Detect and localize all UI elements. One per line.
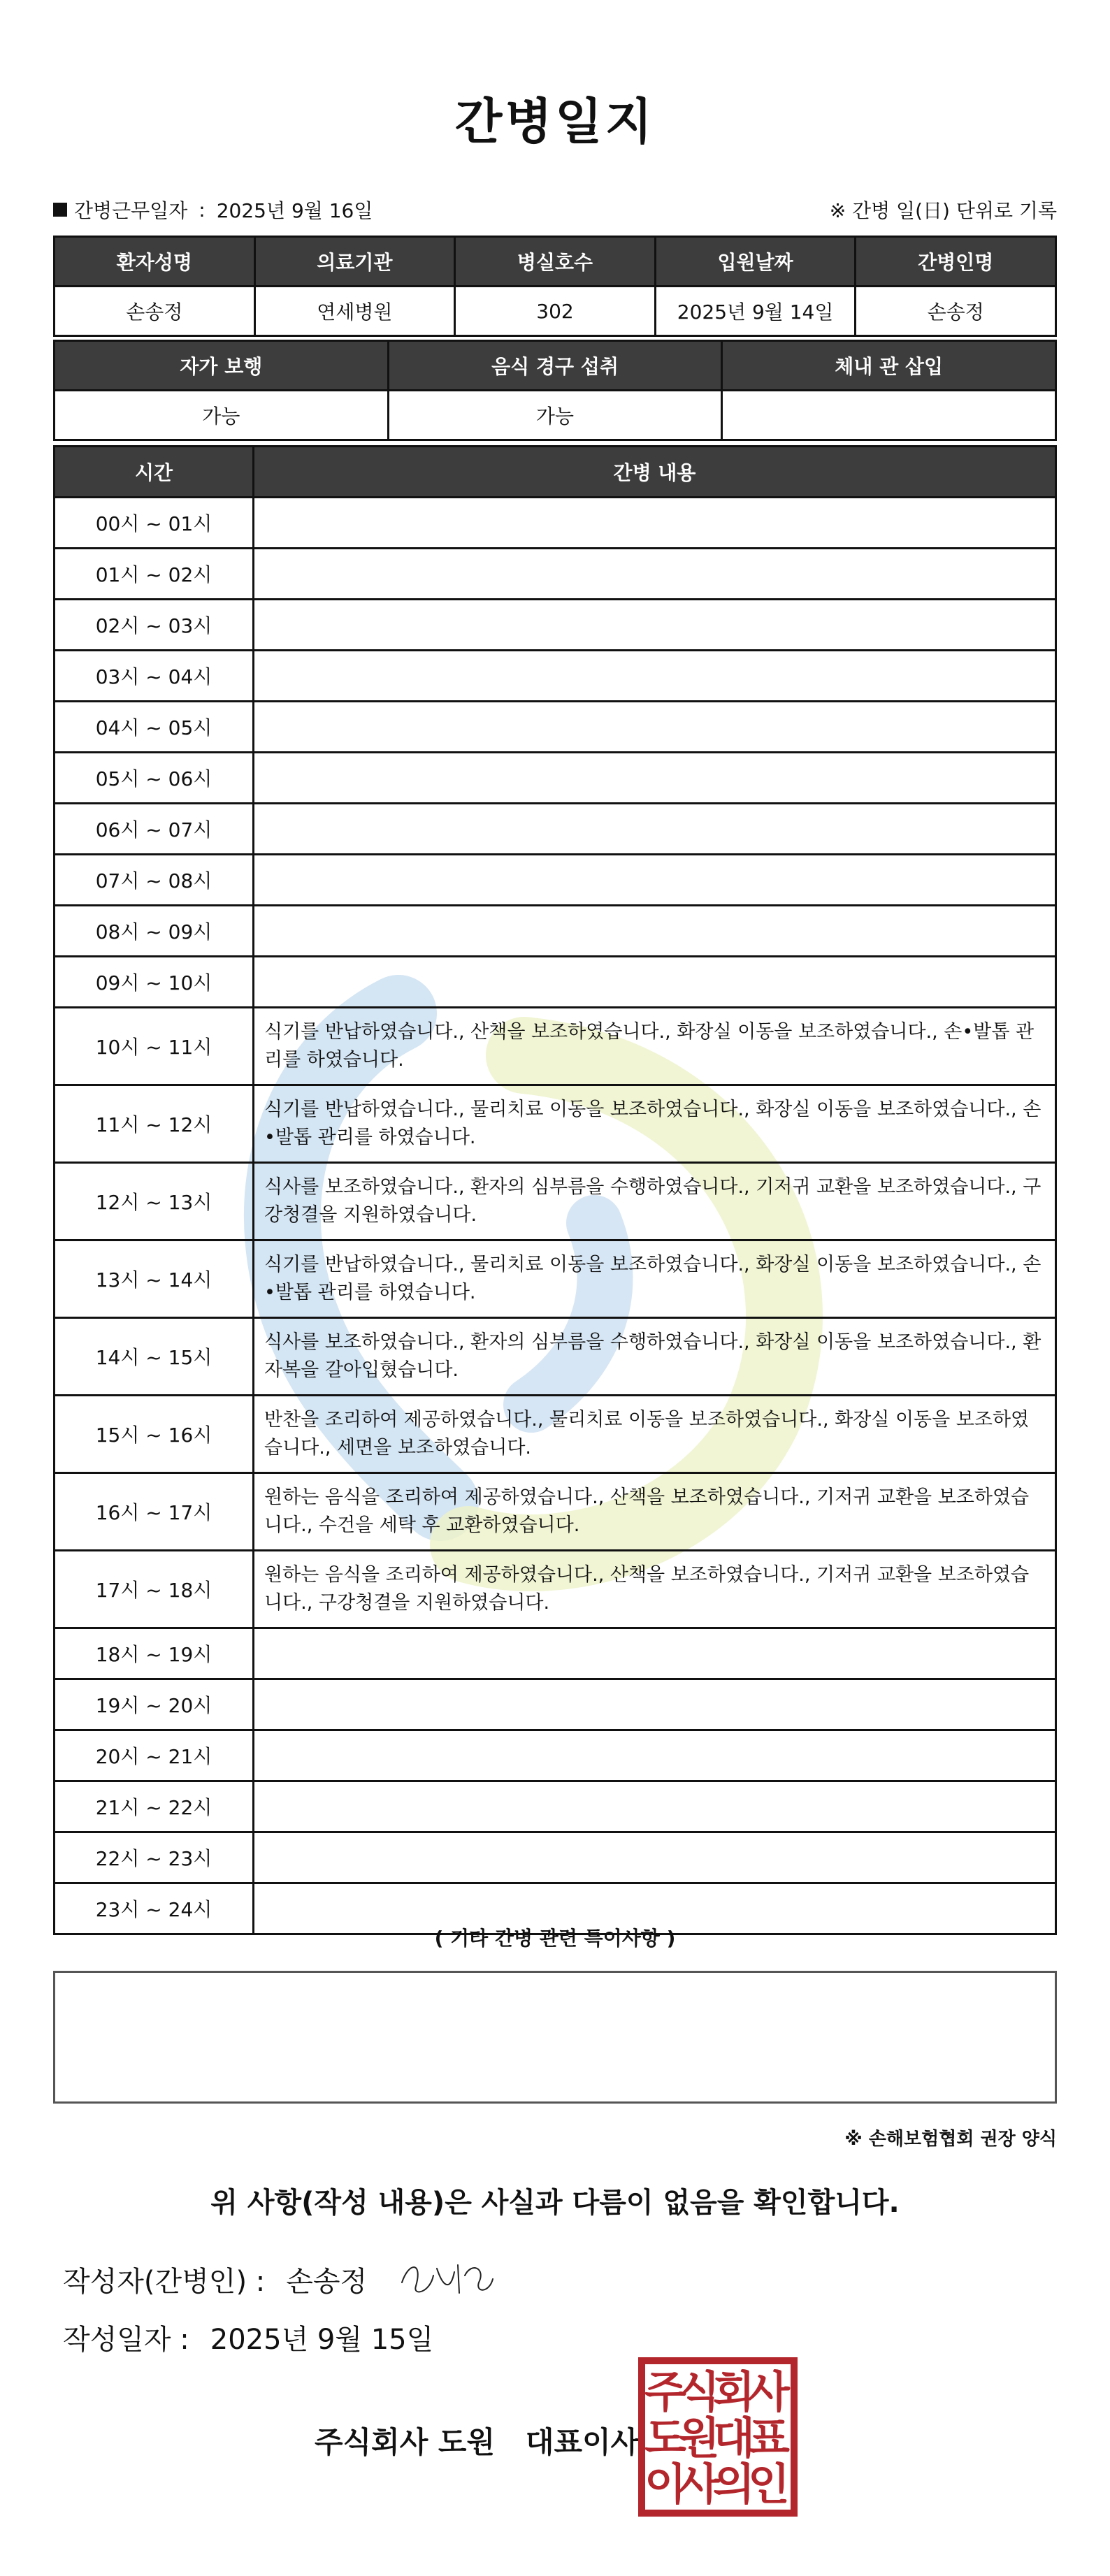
- svg-text:주: 주: [644, 2366, 686, 2417]
- value-admission-date: 2025년 9월 14일: [655, 287, 856, 336]
- table-row: [55, 1473, 1056, 1551]
- value-patient-name: 손송정: [55, 287, 255, 336]
- care-content-cell: 원하는 음식을 조리하여 제공하였습니다., 산책을 보조하였습니다., 기저귀 교환을 보조하였습니다., 구강청결을 지원하였습니다.: [254, 1551, 1056, 1628]
- care-content-cell: [254, 600, 1056, 651]
- care-content-cell: [254, 1628, 1056, 1679]
- svg-text:사: 사: [748, 2366, 790, 2417]
- header-room: 병실호수: [455, 237, 656, 287]
- table-row: [55, 1396, 1056, 1473]
- time-cell: 13시 ~ 14시: [55, 1240, 254, 1318]
- care-content-cell: [254, 804, 1056, 855]
- table-row: [55, 287, 1056, 336]
- table-row: [55, 549, 1056, 600]
- time-cell: 10시 ~ 11시: [55, 1008, 254, 1085]
- date-row: [63, 2317, 433, 2357]
- author-row: [63, 2255, 500, 2303]
- time-cell: 03시 ~ 04시: [55, 651, 254, 702]
- svg-text:의: 의: [713, 2459, 755, 2510]
- time-cell: 06시 ~ 07시: [55, 804, 254, 855]
- value-room: 302: [455, 287, 656, 336]
- time-cell: 21시 ~ 22시: [55, 1781, 254, 1832]
- signature-image: [395, 2255, 500, 2303]
- time-cell: 18시 ~ 19시: [55, 1628, 254, 1679]
- svg-text:식: 식: [678, 2366, 720, 2417]
- svg-text:사: 사: [678, 2459, 720, 2510]
- table-row: [55, 1163, 1056, 1240]
- time-cell: 00시 ~ 01시: [55, 498, 254, 549]
- svg-text:표: 표: [748, 2412, 790, 2463]
- care-content-cell: [254, 702, 1056, 753]
- date-value: 2025년 9월 15일: [210, 2324, 434, 2356]
- patient-info-table: [53, 236, 1057, 337]
- care-content-cell: [254, 1781, 1056, 1832]
- header-care-content: 간병 내용: [254, 447, 1056, 498]
- care-content-cell: [254, 855, 1056, 906]
- table-row: [55, 1008, 1056, 1085]
- table-row: [55, 1832, 1056, 1883]
- patient-status-table: [53, 340, 1057, 441]
- table-row: [55, 957, 1056, 1008]
- time-cell: 20시 ~ 21시: [55, 1730, 254, 1781]
- time-cell: 16시 ~ 17시: [55, 1473, 254, 1551]
- table-row: [55, 600, 1056, 651]
- care-content-cell: [254, 498, 1056, 549]
- care-content-cell: [254, 906, 1056, 957]
- table-header-row: [55, 447, 1056, 498]
- header-patient-name: 환자성명: [55, 237, 255, 287]
- table-header-row: [55, 341, 1056, 391]
- header-tube: 체내 관 삽입: [722, 341, 1056, 391]
- square-bullet-icon: [53, 203, 67, 217]
- table-row: [55, 498, 1056, 549]
- table-row: [55, 1551, 1056, 1628]
- table-row: [55, 391, 1056, 440]
- svg-text:대: 대: [713, 2412, 755, 2463]
- care-content-cell: 반찬을 조리하여 제공하였습니다., 물리치료 이동을 보조하였습니다., 화장실 이동을 보조하였습니다., 세면을 보조하였습니다.: [254, 1396, 1056, 1473]
- svg-text:이: 이: [644, 2459, 686, 2510]
- time-cell: 22시 ~ 23시: [55, 1832, 254, 1883]
- table-row: [55, 702, 1056, 753]
- table-row: [55, 1679, 1056, 1730]
- work-date: [53, 196, 373, 224]
- work-date-value: 2025년 9월 16일: [216, 199, 373, 222]
- time-cell: 23시 ~ 24시: [55, 1883, 254, 1934]
- time-cell: 09시 ~ 10시: [55, 957, 254, 1008]
- care-content-cell: [254, 1679, 1056, 1730]
- confirm-statement: 위 사항(작성 내용)은 사실과 다름이 없음을 확인합니다.: [210, 2187, 900, 2219]
- value-tube: [722, 391, 1056, 440]
- header-hospital: 의료기관: [254, 237, 455, 287]
- care-content-cell: [254, 549, 1056, 600]
- header-time: 시간: [55, 447, 254, 498]
- care-content-cell: [254, 753, 1056, 804]
- care-content-cell: 식기를 반납하였습니다., 물리치료 이동을 보조하였습니다., 화장실 이동을 보조하였습니다., 손•발톱 관리를 하였습니다.: [254, 1240, 1056, 1318]
- work-date-label: 간병근무일자: [74, 199, 188, 222]
- time-cell: 15시 ~ 16시: [55, 1396, 254, 1473]
- table-row: [55, 1628, 1056, 1679]
- value-oral-intake: 가능: [388, 391, 722, 440]
- table-row: [55, 651, 1056, 702]
- header-caregiver: 간병인명: [856, 237, 1056, 287]
- care-content-cell: 식사를 보조하였습니다., 환자의 심부름을 수행하였습니다., 기저귀 교환을 보조하였습니다., 구강청결을 지원하였습니다.: [254, 1163, 1056, 1240]
- table-row: [55, 1730, 1056, 1781]
- author-name: 손송정: [286, 2265, 368, 2298]
- time-cell: 19시 ~ 20시: [55, 1679, 254, 1730]
- company-seal: [637, 2357, 798, 2517]
- table-row: [55, 855, 1056, 906]
- table-row: [55, 1318, 1056, 1396]
- recommend-note: ※ 손해보험협회 권장 양식: [844, 2129, 1057, 2150]
- time-cell: 17시 ~ 18시: [55, 1551, 254, 1628]
- value-walking: 가능: [55, 391, 389, 440]
- time-cell: 02시 ~ 03시: [55, 600, 254, 651]
- page-title: 간병일지: [454, 93, 656, 150]
- svg-text:회: 회: [713, 2366, 755, 2417]
- table-row: [55, 804, 1056, 855]
- table-row: [55, 906, 1056, 957]
- notes-title: ( 기타 간병 관련 특이사항 ): [434, 1927, 676, 1950]
- date-label: 작성일자 :: [63, 2324, 189, 2356]
- work-date-separator: :: [199, 198, 206, 222]
- care-log-table: [53, 445, 1057, 1935]
- time-cell: 08시 ~ 09시: [55, 906, 254, 957]
- svg-text:인: 인: [748, 2459, 790, 2510]
- time-cell: 12시 ~ 13시: [55, 1163, 254, 1240]
- notes-box: [53, 1971, 1057, 2104]
- care-content-cell: [254, 1730, 1056, 1781]
- time-cell: 11시 ~ 12시: [55, 1085, 254, 1163]
- time-cell: 05시 ~ 06시: [55, 753, 254, 804]
- table-row: [55, 1240, 1056, 1318]
- header-oral-intake: 음식 경구 섭취: [388, 341, 722, 391]
- value-caregiver: 손송정: [856, 287, 1056, 336]
- time-cell: 07시 ~ 08시: [55, 855, 254, 906]
- header-admission-date: 입원날짜: [655, 237, 856, 287]
- time-cell: 04시 ~ 05시: [55, 702, 254, 753]
- care-content-cell: [254, 651, 1056, 702]
- time-cell: 01시 ~ 02시: [55, 549, 254, 600]
- table-row: [55, 1781, 1056, 1832]
- author-label: 작성자(간병인) :: [63, 2265, 266, 2298]
- header-walking: 자가 보행: [55, 341, 389, 391]
- care-content-cell: 원하는 음식을 조리하여 제공하였습니다., 산책을 보조하였습니다., 기저귀 교환을 보조하였습니다., 수건을 세탁 후 교환하였습니다.: [254, 1473, 1056, 1551]
- unit-note: ※ 간병 일(日) 단위로 기록: [829, 199, 1057, 222]
- meta-row: [53, 196, 1057, 224]
- value-hospital: 연세병원: [254, 287, 455, 336]
- company-name: 주식회사 도원 대표이사: [315, 2425, 640, 2459]
- care-content-cell: [254, 957, 1056, 1008]
- time-cell: 14시 ~ 15시: [55, 1318, 254, 1396]
- svg-text:도: 도: [644, 2412, 686, 2463]
- care-content-cell: 식기를 반납하였습니다., 산책을 보조하였습니다., 화장실 이동을 보조하였습니다., 손•발톱 관리를 하였습니다.: [254, 1008, 1056, 1085]
- care-log-body: [55, 498, 1056, 1934]
- care-content-cell: [254, 1832, 1056, 1883]
- care-content-cell: 식사를 보조하였습니다., 환자의 심부름을 수행하였습니다., 화장실 이동을 보조하였습니다., 환자복을 갈아입혔습니다.: [254, 1318, 1056, 1396]
- table-row: [55, 1085, 1056, 1163]
- table-header-row: [55, 237, 1056, 287]
- care-content-cell: 식기를 반납하였습니다., 물리치료 이동을 보조하였습니다., 화장실 이동을 보조하였습니다., 손•발톱 관리를 하였습니다.: [254, 1085, 1056, 1163]
- table-row: [55, 753, 1056, 804]
- svg-text:원: 원: [678, 2412, 720, 2463]
